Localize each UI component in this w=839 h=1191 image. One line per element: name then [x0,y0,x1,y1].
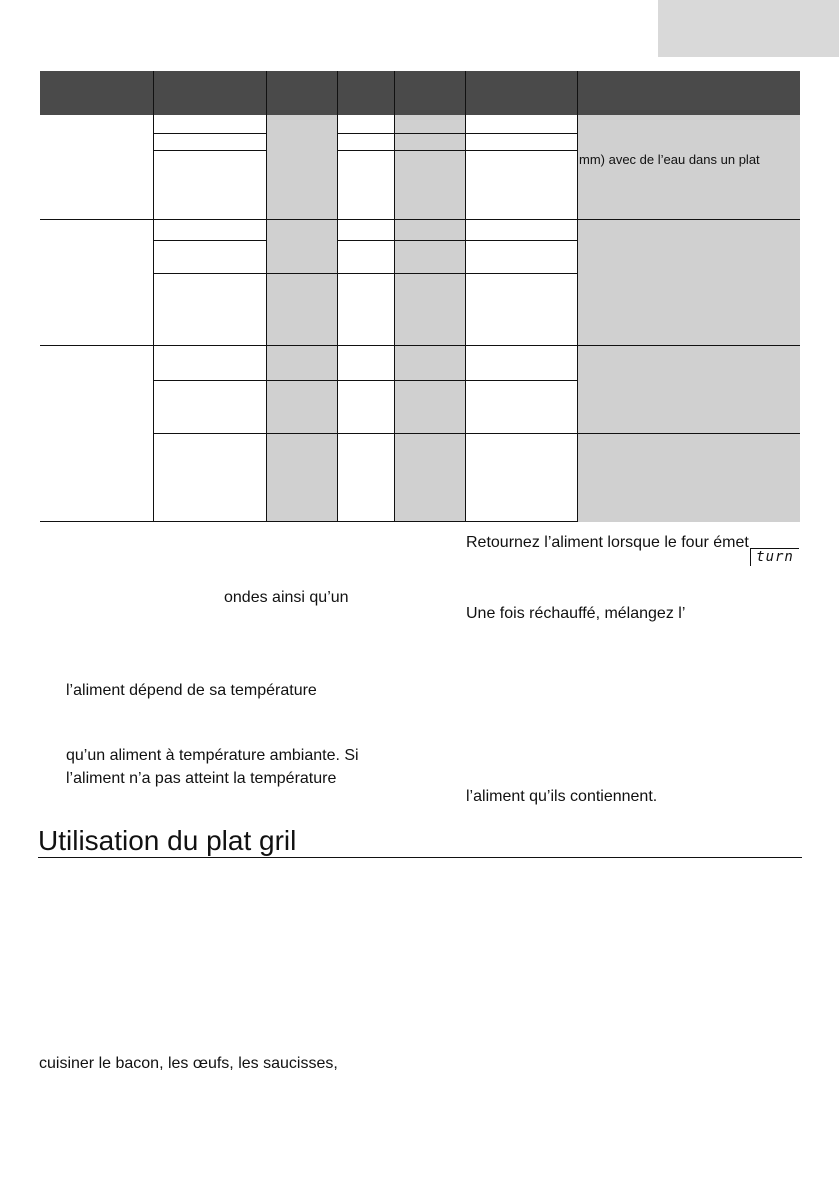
corner-tab [658,0,839,57]
section-rule [38,857,802,858]
row-divider [153,380,577,381]
section-title: Utilisation du plat gril [38,825,297,856]
lcd-display: turn [750,548,799,566]
grey-column-notes [578,115,800,522]
right-line-3: l’aliment qu’ils contiennent. [466,788,658,805]
col-divider [577,71,578,522]
section-line-1: cuisiner le bacon, les œufs, les saucisses, [39,1055,338,1072]
col-divider [337,71,338,522]
row-divider [153,273,577,274]
table-header [40,71,800,115]
row-divider [153,433,800,434]
row-divider [337,150,577,151]
right-line-2: Une fois réchauffé, mélangez l’ [466,605,686,622]
table-bottom [40,521,578,522]
grey-column-a [267,115,337,522]
left-line-4: l’aliment n’a pas atteint la température [66,770,337,787]
col-divider [153,71,154,522]
col-divider [266,71,267,522]
col-divider [394,71,395,522]
left-line-1: ondes ainsi qu’un [224,589,349,606]
group-divider [40,345,800,346]
grey-column-b [395,115,465,522]
table-cell-note: mm) avec de l’eau dans un plat [579,152,760,167]
row-divider [153,150,266,151]
row-divider [153,133,266,134]
left-line-2: l’aliment dépend de sa température [66,682,317,699]
group-divider [40,219,800,220]
row-divider [337,133,577,134]
left-line-3: qu’un aliment à température ambiante. Si [66,747,359,764]
row-divider [153,240,266,241]
right-line-1: Retournez l’aliment lorsque le four émet [466,534,749,551]
row-divider [337,240,577,241]
col-divider [465,71,466,522]
